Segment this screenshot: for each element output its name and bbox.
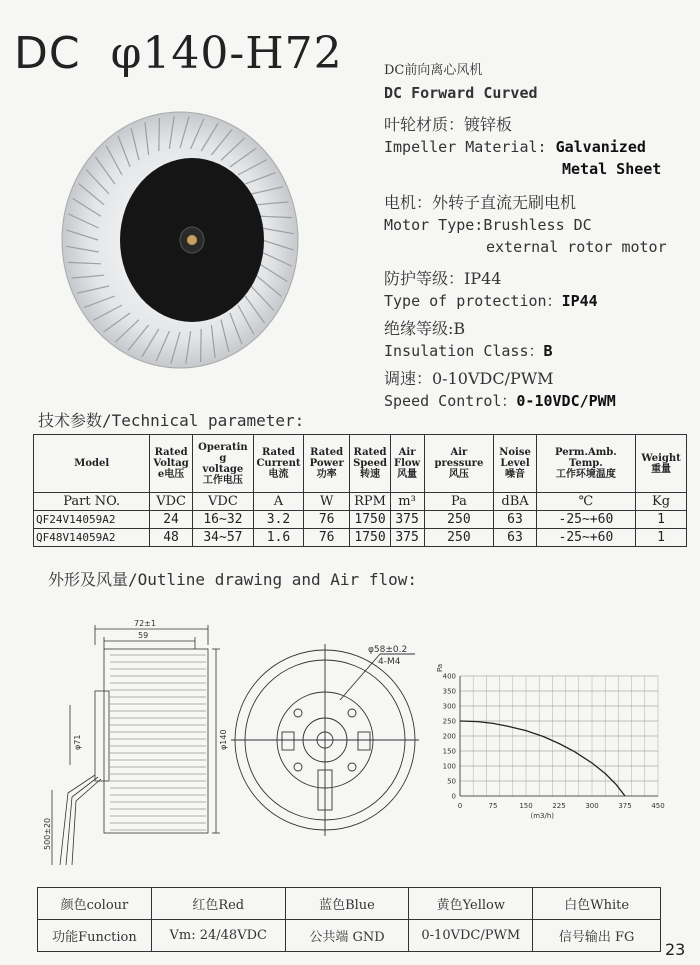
tech-header-line: Rated	[261, 447, 295, 458]
colour-cell: Vm: 24/48VDC	[151, 920, 285, 952]
dim-phi140: φ140	[219, 729, 228, 750]
tech-unit-cell: VDC	[150, 493, 192, 511]
tech-data-cell: 3.2	[254, 511, 304, 529]
tech-data-cell: 16~32	[192, 511, 253, 529]
tech-header-line: g	[219, 452, 227, 464]
motor-label: Motor Type:Brushless DC	[384, 216, 592, 234]
tech-header-line: Model	[74, 458, 110, 469]
y-tick-label: 200	[442, 732, 456, 741]
front-view-drawing	[230, 640, 430, 840]
tech-data-cell: 1	[636, 511, 687, 529]
x-axis-label: (m3/h)	[530, 812, 555, 820]
page-number: 23	[665, 940, 686, 959]
tech-header-cell	[254, 435, 304, 493]
subtitle	[384, 60, 538, 104]
tech-header-line: pressure	[434, 458, 484, 469]
colour-cell: 公共端 GND	[285, 920, 409, 952]
insulation-value: B	[543, 342, 553, 360]
colour-cell: 0-10VDC/PWM	[409, 920, 533, 952]
dim-72: 72±1	[134, 619, 156, 628]
tech-header-cell	[536, 435, 635, 493]
tech-header-line: Rated	[353, 447, 387, 458]
tech-data-cell: 375	[390, 529, 424, 547]
tech-header-line: 风压	[448, 469, 469, 480]
outline-section-title: 外形及风量/Outline drawing and Air flow:	[48, 570, 417, 589]
colour-cell: 功能Function	[38, 920, 152, 952]
tech-data-cell: 76	[303, 511, 350, 529]
tech-header-cell	[350, 435, 390, 493]
tech-header-cell	[192, 435, 253, 493]
tech-header-line: Flow	[393, 458, 421, 469]
title-model: φ140-H72	[110, 28, 343, 79]
insulation-label: Insulation Class：	[384, 342, 544, 360]
y-tick-label: 100	[442, 762, 456, 771]
y-tick-label: 300	[442, 702, 456, 711]
table-row	[34, 511, 687, 529]
y-tick-label: 150	[442, 747, 456, 756]
tech-data-cell: -25~+60	[536, 529, 635, 547]
impeller-label: Impeller Material:	[384, 138, 547, 156]
y-tick-label: 50	[447, 777, 456, 786]
tech-header-cell	[150, 435, 192, 493]
speed-label: Speed Control：	[384, 392, 517, 410]
tech-unit-cell: W	[303, 493, 350, 511]
impeller-value-1: Galvanized	[555, 138, 646, 156]
tech-data-cell: 1750	[350, 529, 390, 547]
tech-header-line: Rated	[154, 447, 188, 458]
tech-unit-cell: A	[254, 493, 304, 511]
tech-header-line: Air	[450, 447, 468, 458]
tech-header-line: 转速	[360, 469, 381, 480]
airflow-chart	[430, 650, 670, 835]
tech-data-cell: 34~57	[192, 529, 253, 547]
y-tick-label: 250	[442, 717, 456, 726]
title-prefix: DC	[14, 28, 81, 79]
colour-cell: 蓝色Blue	[285, 888, 409, 920]
tech-header-line: 工作电压	[202, 474, 243, 486]
subtitle-en: DC Forward Curved	[384, 84, 538, 102]
tech-unit-cell: VDC	[192, 493, 253, 511]
tech-data-cell: 48	[150, 529, 192, 547]
dim-500: 500±20	[43, 817, 52, 850]
spec-motor	[384, 192, 694, 258]
tech-data-cell: 63	[494, 529, 536, 547]
protection-value: IP44	[561, 292, 598, 310]
tech-data-cell: QF48V14059A2	[34, 529, 150, 547]
tech-header-line: Weight	[641, 452, 681, 464]
colour-cell: 黄色Yellow	[409, 888, 533, 920]
tech-data-cell: 1	[636, 529, 687, 547]
tech-table	[33, 434, 687, 547]
tech-header-line: Perm.Amb.	[555, 447, 617, 458]
tech-data-cell: QF24V14059A2	[34, 511, 150, 529]
tech-header-line: Level	[500, 458, 530, 469]
tech-header-line: Temp.	[569, 458, 603, 469]
table-row	[38, 888, 661, 920]
tech-data-cell: -25~+60	[536, 511, 635, 529]
tech-data-cell: 250	[424, 529, 494, 547]
x-tick-label: 225	[552, 802, 566, 810]
tech-header-line: 噪音	[505, 469, 525, 480]
protection-cn: 防护等级：IP44	[384, 269, 502, 288]
tech-data-cell: 1750	[350, 511, 390, 529]
tech-header-line: Voltag	[153, 458, 189, 469]
tech-header-line: Rated	[310, 447, 344, 458]
tech-unit-cell: Pa	[424, 493, 494, 511]
y-tick-label: 400	[442, 672, 456, 681]
x-tick-label: 75	[488, 802, 498, 810]
tech-section-title: 技术参数/Technical parameter:	[38, 411, 305, 430]
tech-header-line: 风量	[397, 469, 418, 480]
tech-header-cell	[424, 435, 494, 493]
tech-header-line: Noise	[499, 447, 531, 458]
tech-header-line: Power	[309, 458, 344, 469]
tech-unit-cell: ℃	[536, 493, 635, 511]
fan-photo	[60, 100, 310, 375]
tech-data-cell: 63	[494, 511, 536, 529]
x-tick-label: 150	[519, 802, 533, 810]
y-tick-label: 0	[451, 792, 456, 801]
dim-59: 59	[138, 631, 149, 640]
tech-header-line: Operatin	[198, 441, 248, 453]
tech-header-cell	[494, 435, 536, 493]
tech-header-cell	[390, 435, 424, 493]
dim-phi71: φ71	[73, 734, 82, 750]
tech-header-line: Speed	[353, 458, 387, 469]
side-view-drawing	[40, 615, 230, 875]
colour-cell: 颜色colour	[38, 888, 152, 920]
tech-header-line: voltage	[202, 463, 244, 475]
colour-cell: 红色Red	[151, 888, 285, 920]
tech-unit-cell: dBA	[494, 493, 536, 511]
table-row	[34, 529, 687, 547]
tech-header-line: 工作环境温度	[555, 469, 616, 480]
subtitle-cn: DC前向离心风机	[384, 63, 483, 78]
page-title	[14, 28, 343, 79]
x-tick-label: 300	[585, 802, 599, 810]
impeller-value-2: Metal Sheet	[562, 160, 662, 178]
tech-header-line: Air	[398, 447, 416, 458]
tech-unit-cell: RPM	[350, 493, 390, 511]
y-tick-label: 350	[442, 687, 456, 696]
table-row	[38, 920, 661, 952]
colour-cell: 信号输出 FG	[533, 920, 661, 952]
tech-unit-cell: Part NO.	[34, 493, 150, 511]
tech-header-cell	[34, 435, 150, 493]
speed-cn: 调速：0-10VDC/PWM	[384, 369, 554, 388]
tech-unit-cell: Kg	[636, 493, 687, 511]
tech-data-cell: 24	[150, 511, 192, 529]
tech-data-cell: 76	[303, 529, 350, 547]
series-line	[460, 721, 625, 796]
impeller-cn: 叶轮材质：镀锌板	[384, 115, 513, 134]
tech-header-line: e电压	[157, 469, 185, 480]
insulation-cn: 绝缘等级:B	[384, 319, 466, 338]
tech-header-line: Current	[256, 458, 301, 469]
tech-header-line: 电流	[268, 469, 289, 480]
colour-cell: 白色White	[533, 888, 661, 920]
colour-table	[37, 887, 661, 952]
dim-4m4: 4-M4	[378, 657, 401, 667]
fan-blade	[159, 118, 160, 151]
spec-insulation	[384, 318, 694, 362]
tech-header-line: 重量	[651, 463, 672, 475]
spec-impeller	[384, 114, 694, 180]
fan-blade	[201, 329, 202, 362]
speed-value: 0-10VDC/PWM	[516, 392, 616, 410]
spec-protection	[384, 268, 694, 312]
tech-header-cell	[303, 435, 350, 493]
tech-data-cell: 375	[390, 511, 424, 529]
y-axis-label: Pa	[436, 663, 444, 672]
spec-speed	[384, 368, 694, 412]
protection-label: Type of protection：	[384, 292, 562, 310]
motor-cn: 电机：外转子直流无刷电机	[384, 193, 577, 212]
tech-unit-cell: m³	[390, 493, 424, 511]
tech-data-cell: 1.6	[254, 529, 304, 547]
dim-phi58: φ58±0.2	[368, 645, 408, 655]
motor-value-2: external rotor motor	[486, 238, 667, 256]
x-tick-label: 0	[457, 802, 463, 810]
x-tick-label: 375	[618, 802, 632, 810]
tech-data-cell: 250	[424, 511, 494, 529]
tech-header-cell	[636, 435, 687, 493]
tech-header-line: 功率	[316, 469, 337, 480]
x-tick-label: 450	[651, 802, 665, 810]
